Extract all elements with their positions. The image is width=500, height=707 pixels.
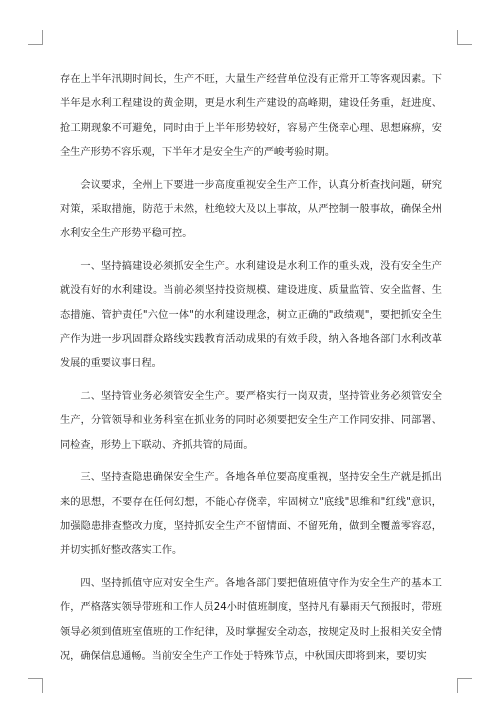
document-body bbox=[60, 68, 442, 669]
paragraph-3: 一、坚持搞建设必须抓安全生产。水利建设是水利工作的重头戏，没有安全生产就没有好的水利建设。当前必须坚持投资规模、建设进度、质量监管、安全监督、生态措施、管护责任"六位一体"的水利建设理念，树立正确的"政绩观"，要把抓安全生产作为进一步巩固群众路线实践教育活动成果的有效手段，纳入各地各部门水利改革发展的重要议事日程。 bbox=[60, 260, 442, 370]
crop-mark-top-left bbox=[28, 30, 43, 45]
crop-mark-bottom-right bbox=[457, 678, 472, 693]
paragraph-2: 会议要求，全州上下要进一步高度重视安全生产工作，认真分析查找问题，研究对策，采取措施，防范于未然，杜绝较大及以上事故，从严控制一般事故，确保全州水利安全生产形势平稳可控。 bbox=[60, 179, 442, 240]
paragraph-6: 四、坚持抓值守应对安全生产。各地各部门要把值班值守作为安全生产的基本工作，严格落实领导带班和工作人员24小时值班制度，坚持凡有暴雨天气预报时，带班领导必须到值班室值班的工作纪律，及时掌握安全动态，按规定及时上报相关安全情况，确保信息通畅。当前安全生产工作处于特殊节点，中秋国庆即将到来，要切实 bbox=[60, 577, 442, 662]
paragraph-5: 三、坚持查隐患确保安全生产。各地各单位要高度重视，坚持安全生产就是抓出来的思想，不要存在任何幻想，不能心存侥幸，牢固树立"底线"思维和"红线"意识，加强隐患排查整改力度，坚持抓安全生产不留情面、不留死角，做到全覆盖零容忍，并切实抓好整改落实工作。 bbox=[60, 472, 442, 557]
paragraph-4: 二、坚持管业务必须管安全生产。要严格实行一岗双责，坚持管业务必须管安全生产，分管领导和业务科室在抓业务的同时必须要把安全生产工作同安排、同部署、同检查，形势上下联动、齐抓共管的局面。 bbox=[60, 390, 442, 451]
paragraph-1: 存在上半年汛期时间长，生产不旺，大量生产经营单位没有正常开工等客观因素。下半年是水利工程建设的黄金期，更是水利生产建设的高峰期，建设任务重，赶进度、抢工期现象不可避免，同时由于上半年形势较好，容易产生侥幸心理、思想麻痹，安全生产形势不容乐观，下半年才是安全生产的严峻考验时期。 bbox=[60, 74, 442, 159]
crop-mark-bottom-left bbox=[28, 678, 43, 693]
crop-mark-top-right bbox=[457, 30, 472, 45]
